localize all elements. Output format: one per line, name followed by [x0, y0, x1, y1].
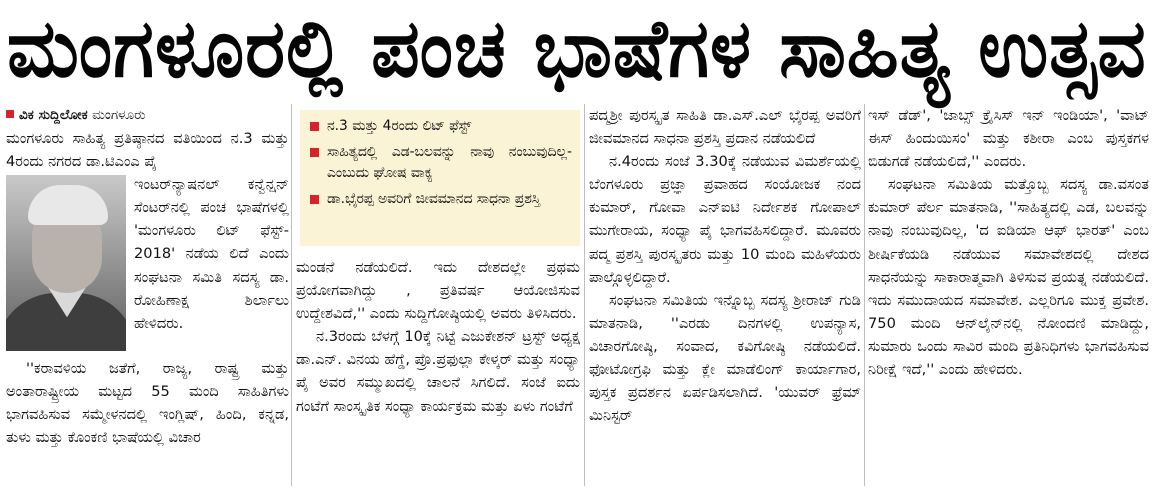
bullet-icon: [310, 122, 319, 131]
column-2: [296, 104, 580, 486]
col1-intro: ಮಂಗಳೂರು ಸಾಹಿತ್ಯ ಪ್ರತಿಷ್ಠಾನದ ವತಿಯಿಂದ ನ.3 ಮತ್ತು 4ರಂದು ನಗರದ ಡಾ.ಟಿಎಂಎ ಪೈ: [6, 130, 289, 171]
byline: [6, 104, 289, 127]
col1-paragraph-2: ''ಕರಾವಳಿಯ ಜತೆಗೆ, ರಾಜ್ಯ, ರಾಷ್ಟ್ರ ಮತ್ತು ಅಂತಾರಾಷ್ಟ್ರೀಯ ಮಟ್ಟದ 55 ಮಂದಿ ಸಾಹಿತಿಗಳು ಭಾಗವಹಿಸುವ ಸಮ್ಮೇಳನದಲ್ಲಿ ಇಂಗ್ಲಿಷ್, ಹಿಂದಿ, ಕನ್ನಡ, ತುಳು ಮತ್ತು ಕೊಂಕಣಿ ಭಾಷೆಯಲ್ಲಿ ವಿಚಾರ: [6, 360, 289, 447]
column-divider: [291, 104, 292, 486]
bullet-icon: [6, 110, 14, 118]
column-divider: [864, 104, 865, 486]
column-divider: [584, 104, 585, 486]
column-3: [589, 104, 861, 486]
column-4: [868, 104, 1149, 486]
column-1: [6, 104, 289, 486]
fact-item: ಡಾ.ಭೈರಪ್ಪ ಅವರಿಗೆ ಜೀವಮಾನದ ಸಾಧನಾ ಪ್ರಶಸ್ತಿ: [310, 189, 572, 210]
col3-paragraph-3: ಸಂಘಟನಾ ಸಮಿತಿಯ ಇನ್ನೊಬ್ಬ ಸದಸ್ಯ ಶ್ರೀರಾಜ್ ಗುಡಿ ಮಾತನಾಡಿ, ''ಎರಡು ದಿನಗಳಲ್ಲಿ ಉಪನ್ಯಾಸ, ವಿಚಾರಗೋಷ್ಠಿ, ಸಂವಾದ, ಕವಿಗೋಷ್ಠಿ ನಡೆಯಲಿದೆ. ಫೋಟೋಗ್ರಫಿ ಮತ್ತು ಕ್ಲೇ ಮಾಡೆಲಿಂಗ್ ಕಾರ್ಯಾಗಾರ, ಪುಸ್ತಕ ಪ್ರದರ್ಶನ ಏರ್ಪಡಿಸಲಾಗಿದೆ. 'ಯುವರ್ ಫ್ರೆಮ್ ಮಿನಿಸ್ಟರ್: [589, 291, 861, 425]
col2-paragraph-1: ಮಂಡನೆ ನಡೆಯಲಿದೆ. ಇದು ದೇಶದಲ್ಲೇ ಪ್ರಥಮ ಪ್ರಯೋಗವಾಗಿದ್ದು , ಪ್ರತಿವರ್ಷ ಆಯೋಜಿಸುವ ಉದ್ದೇಶವಿದೆ,'' ಎಂದು ಸುದ್ದಿಗೋಷ್ಠಿಯಲ್ಲಿ ಅವರು ತಿಳಿಸಿದರು.: [296, 259, 580, 323]
byline-agency: ವಿಕ ಸುದ್ದಿಲೋಕ: [19, 107, 88, 123]
fact-item: ಸಾಹಿತ್ಯದಲ್ಲಿ ಎಡ-ಬಲವನ್ನು ನಾವು ನಂಬುವುದಿಲ್ಲ- ಎಂಬುದು ಘೋಷ ವಾಕ್ಯ: [310, 142, 572, 184]
byline-place: ಮಂಗಳೂರು: [92, 107, 146, 123]
col4-paragraph-1: ಇಸ್ ಡೆಡ್', 'ಜಾಬ್ಸ್ ಕ್ರೈಸಿಸ್ ಇನ್ ಇಂಡಿಯಾ', 'ವಾಟ್ ಈಸ್ ಹಿಂದುಯಿಸಂ' ಮತ್ತು ಕಶೀರಾ ಎಂಬ ಪುಸ್ತಕಗಳ ಬಿಡುಗಡೆ ನಡೆಯಲಿದೆ,'' ಎಂದರು.: [868, 107, 1149, 171]
bullet-icon: [310, 195, 319, 204]
headline: ಮಂಗಳೂರಲ್ಲಿ ಪಂಚ ಭಾಷೆಗಳ ಸಾಹಿತ್ಯ ಉತ್ಸವ: [7, 2, 1147, 95]
fact-item: ನ.3 ಮತ್ತು 4ರಂದು ಲಿಟ್ ಫೆಸ್ಟ್: [310, 116, 572, 137]
col3-paragraph-1: ಪದ್ಮಶ್ರೀ ಪುರಸ್ಕೃತ ಸಾಹಿತಿ ಡಾ.ಎಸ್.ಎಲ್ ಭೈರಪ್ಪ ಅವರಿಗೆ ಜೀವಮಾನದ ಸಾಧನಾ ಪ್ರಶಸ್ತಿ ಪ್ರದಾನ ನಡೆಯಲಿದೆ: [589, 107, 861, 148]
col2-paragraph-2: ನ.3ರಂದು ಬೆಳಗ್ಗೆ 10ಕ್ಕೆ ನಿಟ್ಟೆ ಎಜುಕೇಶನ್ ಟ್ರಸ್ಟ್ ಅಧ್ಯಕ್ಷ ಡಾ.ಎನ್. ವಿನಯ ಹೆಗ್ಡೆ, ಪ್ರೊ.ಪ್ರಫುಲ್ಲಾ ಕೇಳ್ಕರ್ ಮತ್ತು ಸಂಧ್ಯಾ ಪೈ ಅವರ ಸಮ್ಮುಖದಲ್ಲಿ ಚಾಲನೆ ಸಿಗಲಿದೆ. ಸಂಜೆ ಐದು ಗಂಟೆಗೆ ಸಾಂಸ್ಕೃತಿಕ ಸಂಧ್ಯಾ ಕಾರ್ಯಕ್ರಮ ಮತ್ತು ಏಳು ಗಂಟೆಗೆ: [296, 328, 580, 415]
portrait-photo: [6, 175, 126, 351]
fact-box: [300, 110, 580, 246]
bullet-icon: [310, 148, 319, 157]
col3-paragraph-2: ನ.4ರಂದು ಸಂಜೆ 3.30ಕ್ಕೆ ನಡೆಯುವ ವಿಮರ್ಶೆಯಲ್ಲಿ ಬೆಂಗಳೂರು ಪ್ರಜ್ಞಾ ಪ್ರವಾಹದ ಸಂಯೋಜಕ ನಂದ ಕುಮಾರ್, ಗೋವಾ ಎನ್‌ಐಟಿ ನಿರ್ದೇಶಕ ಗೋಪಾಲ್ ಮುಗೇರಾಯ, ಸಂಧ್ಯಾ ಪೈ ಭಾಗವಹಿಸಲಿದ್ದಾರೆ. ಮೂವರು ಪದ್ಮ ಪ್ರಶಸ್ತಿ ಪುರಸ್ಕೃತರು ಮತ್ತು 10 ಮಂದಿ ಮಹಿಳೆಯರು ಪಾಲ್ಗೊಳ್ಳಲಿದ್ದಾರೆ.: [589, 153, 861, 286]
col4-paragraph-2: ಸಂಘಟನಾ ಸಮಿತಿಯ ಮತ್ತೊಬ್ಬ ಸದಸ್ಯ ಡಾ.ವಸಂತ ಕುಮಾರ್ ಪೆರ್ಲ ಮಾತನಾಡಿ, ''ಸಾಹಿತ್ಯದಲ್ಲಿ ಎಡ, ಬಲವನ್ನು ನಾವು ನಂಬುವುದಿಲ್ಲ, 'ದ ಐಡಿಯಾ ಆಫ್ ಭಾರತ್' ಎಂಬ ಶೀರ್ಷಿಕೆಯಡಿ ನಡೆಯುವ ಸಮಾವೇಶದಲ್ಲಿ ದೇಶದ ಸಾಧನೆಯನ್ನು ಸಾಕಾರಾತ್ಮವಾಗಿ ತಿಳಿಸುವ ಪ್ರಯತ್ನ ನಡೆಯಲಿದೆ. ಇದು ಸಮುದಾಯದ ಸಮಾವೇಶ. ಎಲ್ಲರಿಗೂ ಮುಕ್ತ ಪ್ರವೇಶ. 750 ಮಂದಿ ಆನ್‌ಲೈನ್‌ನಲ್ಲಿ ನೋಂದಣಿ ಮಾಡಿದ್ದು, ಸುಮಾರು ಒಂದು ಸಾವಿರ ಮಂದಿ ಪ್ರತಿನಿಧಿಗಳು ಭಾಗವಹಿಸುವ ನಿರೀಕ್ಷೆ ಇದೆ,'' ಎಂದು ಹೇಳಿದರು.: [868, 176, 1149, 379]
photo-block: [6, 173, 289, 357]
col1-beside-photo: ಇಂಟರ್‌ನ್ಯಾಷನಲ್ ಕನ್ವೆನ್ಷನ್ ಸೆಂಟರ್‌ನಲ್ಲಿ ಪಂಚ ಭಾಷೆಗಳಲ್ಲಿ 'ಮಂಗಳೂರು ಲಿಟ್ ಫೆಸ್ಟ್- 2018' ನಡೆಯ ಲಿದೆ ಎಂದು ಸಂಘಟನಾ ಸಮಿತಿ ಸದಸ್ಯ ಡಾ. ರೋಹಿಣಾಕ್ಷ ಶಿರ್ಲಾಲು ಹೇಳಿದರು.: [134, 176, 289, 332]
